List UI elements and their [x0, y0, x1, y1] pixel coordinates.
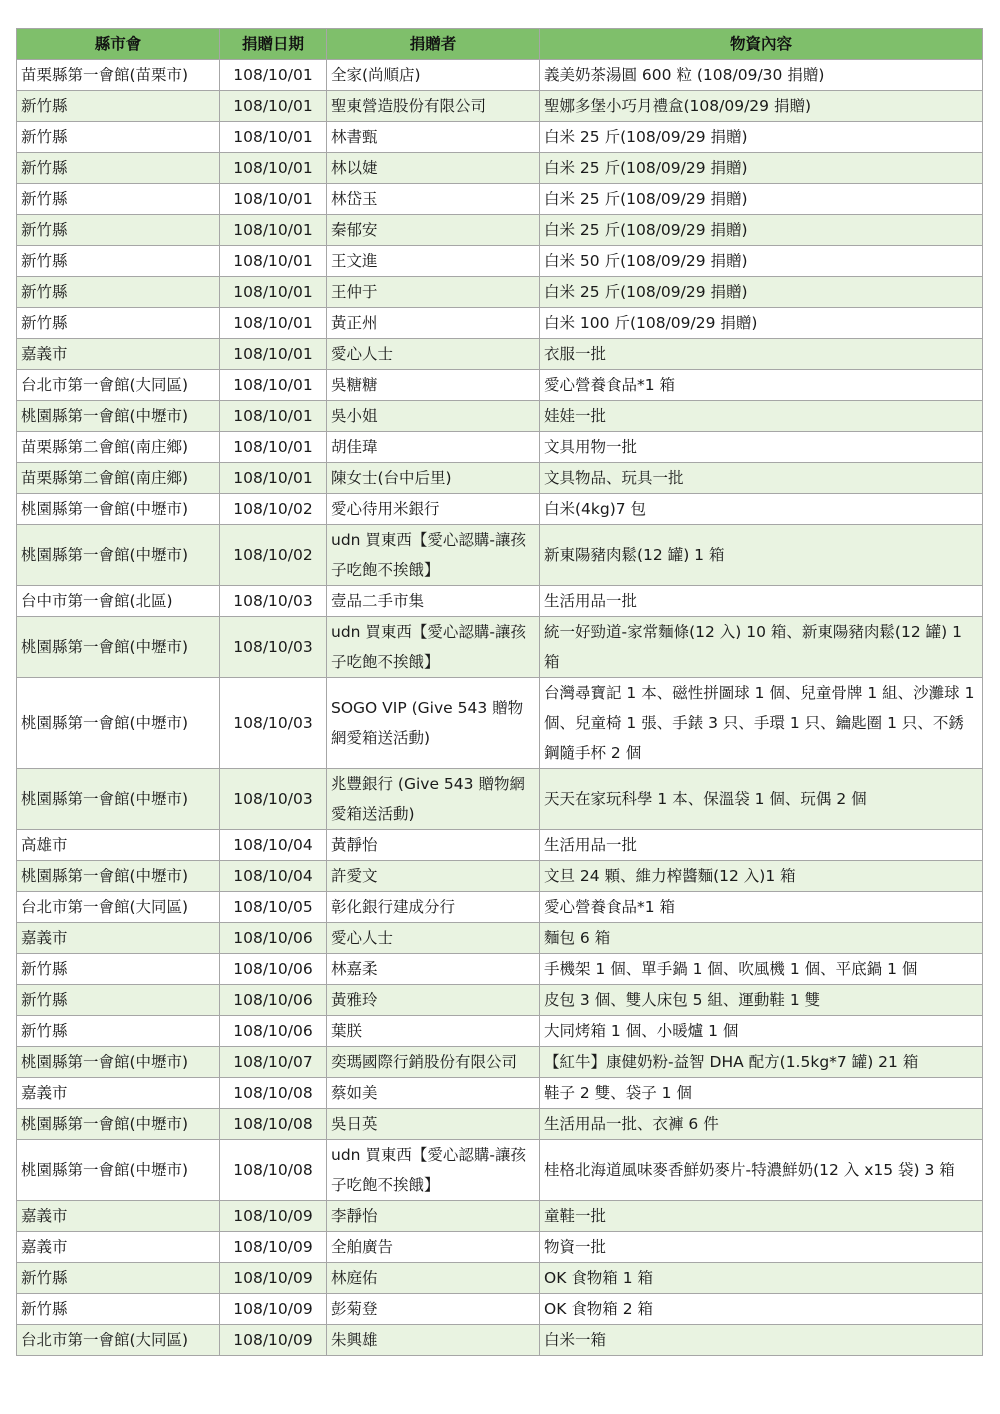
table-row — [17, 308, 983, 339]
cell-date: 108/10/01 — [220, 432, 327, 463]
cell-county: 新竹縣 — [17, 1294, 220, 1325]
cell-date: 108/10/06 — [220, 1016, 327, 1047]
cell-county: 新竹縣 — [17, 215, 220, 246]
cell-county: 桃園縣第一會館(中壢市) — [17, 494, 220, 525]
cell-donor: 陳女士(台中后里) — [327, 463, 540, 494]
cell-county: 高雄市 — [17, 830, 220, 861]
cell-items: 鞋子 2 雙、袋子 1 個 — [540, 1078, 983, 1109]
cell-date: 108/10/03 — [220, 678, 327, 769]
table-row — [17, 339, 983, 370]
cell-date: 108/10/09 — [220, 1294, 327, 1325]
cell-donor: udn 買東西【愛心認購-讓孩子吃飽不挨餓】 — [327, 617, 540, 678]
table-row — [17, 923, 983, 954]
cell-county: 桃園縣第一會館(中壢市) — [17, 401, 220, 432]
table-row — [17, 1047, 983, 1078]
table-row — [17, 985, 983, 1016]
cell-items: 文具用物一批 — [540, 432, 983, 463]
cell-donor: 吳糖糖 — [327, 370, 540, 401]
table-row — [17, 494, 983, 525]
cell-county: 台北市第一會館(大同區) — [17, 1325, 220, 1356]
cell-items: 聖娜多堡小巧月禮盒(108/09/29 捐贈) — [540, 91, 983, 122]
cell-donor: 黃正州 — [327, 308, 540, 339]
header-donor: 捐贈者 — [327, 29, 540, 60]
cell-date: 108/10/01 — [220, 401, 327, 432]
table-row — [17, 184, 983, 215]
cell-date: 108/10/03 — [220, 769, 327, 830]
cell-county: 桃園縣第一會館(中壢市) — [17, 617, 220, 678]
cell-date: 108/10/01 — [220, 463, 327, 494]
table-row — [17, 91, 983, 122]
header-date: 捐贈日期 — [220, 29, 327, 60]
cell-items: 童鞋一批 — [540, 1201, 983, 1232]
cell-date: 108/10/01 — [220, 215, 327, 246]
cell-items: 白米 25 斤(108/09/29 捐贈) — [540, 122, 983, 153]
cell-county: 嘉義市 — [17, 1232, 220, 1263]
cell-donor: 朱興雄 — [327, 1325, 540, 1356]
table-row — [17, 617, 983, 678]
table-row — [17, 1078, 983, 1109]
cell-donor: 愛心人士 — [327, 339, 540, 370]
cell-donor: 彰化銀行建成分行 — [327, 892, 540, 923]
cell-donor: 愛心人士 — [327, 923, 540, 954]
cell-date: 108/10/08 — [220, 1109, 327, 1140]
cell-date: 108/10/06 — [220, 923, 327, 954]
table-row — [17, 525, 983, 586]
cell-county: 新竹縣 — [17, 246, 220, 277]
cell-date: 108/10/01 — [220, 91, 327, 122]
cell-items: 文旦 24 顆、維力榨醬麵(12 入)1 箱 — [540, 861, 983, 892]
cell-county: 桃園縣第一會館(中壢市) — [17, 1140, 220, 1201]
cell-items: 愛心營養食品*1 箱 — [540, 892, 983, 923]
cell-donor: udn 買東西【愛心認購-讓孩子吃飽不挨餓】 — [327, 525, 540, 586]
cell-county: 新竹縣 — [17, 122, 220, 153]
cell-donor: 王仲于 — [327, 277, 540, 308]
cell-county: 桃園縣第一會館(中壢市) — [17, 769, 220, 830]
cell-county: 桃園縣第一會館(中壢市) — [17, 1047, 220, 1078]
header-county: 縣市會 — [17, 29, 220, 60]
cell-items: 生活用品一批 — [540, 830, 983, 861]
table-row — [17, 1201, 983, 1232]
cell-date: 108/10/01 — [220, 184, 327, 215]
cell-items: 台灣尋寶記 1 本、磁性拼圖球 1 個、兒童骨牌 1 組、沙灘球 1 個、兒童椅 1 張、手錶 3 只、手環 1 只、鑰匙圈 1 只、不銹鋼隨手杯 2 個 — [540, 678, 983, 769]
cell-donor: 林以婕 — [327, 153, 540, 184]
cell-county: 新竹縣 — [17, 1016, 220, 1047]
cell-donor: 愛心待用米銀行 — [327, 494, 540, 525]
donation-table — [16, 28, 983, 1356]
cell-items: 手機架 1 個、單手鍋 1 個、吹風機 1 個、平底鍋 1 個 — [540, 954, 983, 985]
cell-donor: 聖東營造股份有限公司 — [327, 91, 540, 122]
cell-items: 大同烤箱 1 個、小暖爐 1 個 — [540, 1016, 983, 1047]
table-row — [17, 1109, 983, 1140]
cell-items: 桂格北海道風味麥香鮮奶麥片-特濃鮮奶(12 入 x15 袋) 3 箱 — [540, 1140, 983, 1201]
cell-donor: 秦郁安 — [327, 215, 540, 246]
cell-date: 108/10/01 — [220, 153, 327, 184]
table-row — [17, 463, 983, 494]
cell-donor: 葉朕 — [327, 1016, 540, 1047]
cell-date: 108/10/09 — [220, 1232, 327, 1263]
cell-county: 台北市第一會館(大同區) — [17, 370, 220, 401]
cell-county: 苗栗縣第二會館(南庄鄉) — [17, 463, 220, 494]
cell-items: 白米 25 斤(108/09/29 捐贈) — [540, 277, 983, 308]
cell-items: 白米(4kg)7 包 — [540, 494, 983, 525]
cell-donor: 林庭佑 — [327, 1263, 540, 1294]
table-row — [17, 892, 983, 923]
cell-donor: udn 買東西【愛心認購-讓孩子吃飽不挨餓】 — [327, 1140, 540, 1201]
table-row — [17, 401, 983, 432]
table-row — [17, 277, 983, 308]
cell-donor: 吳小姐 — [327, 401, 540, 432]
cell-date: 108/10/06 — [220, 954, 327, 985]
table-row — [17, 1140, 983, 1201]
cell-donor: 黃雅玲 — [327, 985, 540, 1016]
cell-donor: 彭菊登 — [327, 1294, 540, 1325]
table-row — [17, 954, 983, 985]
cell-donor: 林岱玉 — [327, 184, 540, 215]
header-items: 物資內容 — [540, 29, 983, 60]
cell-donor: 蔡如美 — [327, 1078, 540, 1109]
cell-date: 108/10/01 — [220, 277, 327, 308]
cell-items: 白米 50 斤(108/09/29 捐贈) — [540, 246, 983, 277]
cell-county: 桃園縣第一會館(中壢市) — [17, 861, 220, 892]
cell-date: 108/10/02 — [220, 494, 327, 525]
cell-items: 白米 25 斤(108/09/29 捐贈) — [540, 215, 983, 246]
cell-items: 天天在家玩科學 1 本、保溫袋 1 個、玩偶 2 個 — [540, 769, 983, 830]
cell-county: 新竹縣 — [17, 91, 220, 122]
cell-county: 桃園縣第一會館(中壢市) — [17, 1109, 220, 1140]
cell-county: 新竹縣 — [17, 308, 220, 339]
cell-date: 108/10/01 — [220, 60, 327, 91]
cell-items: 生活用品一批 — [540, 586, 983, 617]
cell-county: 新竹縣 — [17, 153, 220, 184]
cell-donor: 黃靜怡 — [327, 830, 540, 861]
cell-date: 108/10/09 — [220, 1263, 327, 1294]
cell-date: 108/10/07 — [220, 1047, 327, 1078]
cell-county: 嘉義市 — [17, 923, 220, 954]
cell-donor: 壹品二手市集 — [327, 586, 540, 617]
table-row — [17, 830, 983, 861]
cell-donor: 吳日英 — [327, 1109, 540, 1140]
table-row — [17, 678, 983, 769]
cell-items: 愛心營養食品*1 箱 — [540, 370, 983, 401]
table-row — [17, 153, 983, 184]
cell-county: 新竹縣 — [17, 184, 220, 215]
cell-date: 108/10/01 — [220, 246, 327, 277]
cell-items: 麵包 6 箱 — [540, 923, 983, 954]
cell-date: 108/10/01 — [220, 308, 327, 339]
cell-county: 苗栗縣第二會館(南庄鄉) — [17, 432, 220, 463]
cell-items: 衣服一批 — [540, 339, 983, 370]
table-row — [17, 1294, 983, 1325]
cell-items: 白米 100 斤(108/09/29 捐贈) — [540, 308, 983, 339]
table-row — [17, 215, 983, 246]
table-row — [17, 432, 983, 463]
cell-county: 嘉義市 — [17, 1201, 220, 1232]
cell-county: 台北市第一會館(大同區) — [17, 892, 220, 923]
cell-county: 新竹縣 — [17, 954, 220, 985]
cell-date: 108/10/05 — [220, 892, 327, 923]
cell-date: 108/10/03 — [220, 586, 327, 617]
cell-donor: 奕瑪國際行銷股份有限公司 — [327, 1047, 540, 1078]
cell-date: 108/10/06 — [220, 985, 327, 1016]
cell-items: 義美奶茶湯圓 600 粒 (108/09/30 捐贈) — [540, 60, 983, 91]
cell-items: OK 食物箱 1 箱 — [540, 1263, 983, 1294]
donation-table-page — [16, 28, 982, 1356]
cell-donor: 兆豐銀行 (Give 543 贈物網愛箱送活動) — [327, 769, 540, 830]
cell-county: 新竹縣 — [17, 985, 220, 1016]
cell-date: 108/10/09 — [220, 1201, 327, 1232]
table-row — [17, 1232, 983, 1263]
cell-donor: 全舶廣告 — [327, 1232, 540, 1263]
cell-date: 108/10/01 — [220, 122, 327, 153]
table-row — [17, 1325, 983, 1356]
table-row — [17, 246, 983, 277]
cell-county: 台中市第一會館(北區) — [17, 586, 220, 617]
cell-donor: 林書甄 — [327, 122, 540, 153]
cell-donor: 林嘉柔 — [327, 954, 540, 985]
table-row — [17, 370, 983, 401]
cell-date: 108/10/04 — [220, 861, 327, 892]
table-row — [17, 861, 983, 892]
cell-items: 生活用品一批、衣褲 6 件 — [540, 1109, 983, 1140]
cell-date: 108/10/03 — [220, 617, 327, 678]
cell-items: 物資一批 — [540, 1232, 983, 1263]
cell-date: 108/10/08 — [220, 1078, 327, 1109]
table-row — [17, 122, 983, 153]
cell-county: 新竹縣 — [17, 277, 220, 308]
cell-date: 108/10/02 — [220, 525, 327, 586]
cell-county: 桃園縣第一會館(中壢市) — [17, 525, 220, 586]
cell-donor: SOGO VIP (Give 543 贈物網愛箱送活動) — [327, 678, 540, 769]
cell-items: 統一好勁道-家常麵條(12 入) 10 箱、新東陽豬肉鬆(12 罐) 1 箱 — [540, 617, 983, 678]
cell-date: 108/10/01 — [220, 339, 327, 370]
table-row — [17, 1016, 983, 1047]
cell-items: 【紅牛】康健奶粉-益智 DHA 配方(1.5kg*7 罐) 21 箱 — [540, 1047, 983, 1078]
cell-items: 白米 25 斤(108/09/29 捐贈) — [540, 184, 983, 215]
cell-county: 苗栗縣第一會館(苗栗市) — [17, 60, 220, 91]
cell-items: 白米一箱 — [540, 1325, 983, 1356]
cell-items: 娃娃一批 — [540, 401, 983, 432]
cell-date: 108/10/01 — [220, 370, 327, 401]
cell-date: 108/10/09 — [220, 1325, 327, 1356]
table-row — [17, 60, 983, 91]
cell-items: 白米 25 斤(108/09/29 捐贈) — [540, 153, 983, 184]
cell-date: 108/10/04 — [220, 830, 327, 861]
cell-donor: 胡佳瑋 — [327, 432, 540, 463]
cell-donor: 王文進 — [327, 246, 540, 277]
table-body — [17, 60, 983, 1356]
table-row — [17, 1263, 983, 1294]
cell-date: 108/10/08 — [220, 1140, 327, 1201]
table-row — [17, 769, 983, 830]
cell-donor: 全家(尚順店) — [327, 60, 540, 91]
table-header-row — [17, 29, 983, 60]
cell-items: OK 食物箱 2 箱 — [540, 1294, 983, 1325]
table-row — [17, 586, 983, 617]
cell-county: 嘉義市 — [17, 1078, 220, 1109]
cell-donor: 許愛文 — [327, 861, 540, 892]
cell-county: 嘉義市 — [17, 339, 220, 370]
cell-items: 皮包 3 個、雙人床包 5 組、運動鞋 1 雙 — [540, 985, 983, 1016]
cell-donor: 李靜怡 — [327, 1201, 540, 1232]
cell-county: 桃園縣第一會館(中壢市) — [17, 678, 220, 769]
cell-items: 新東陽豬肉鬆(12 罐) 1 箱 — [540, 525, 983, 586]
cell-county: 新竹縣 — [17, 1263, 220, 1294]
cell-items: 文具物品、玩具一批 — [540, 463, 983, 494]
